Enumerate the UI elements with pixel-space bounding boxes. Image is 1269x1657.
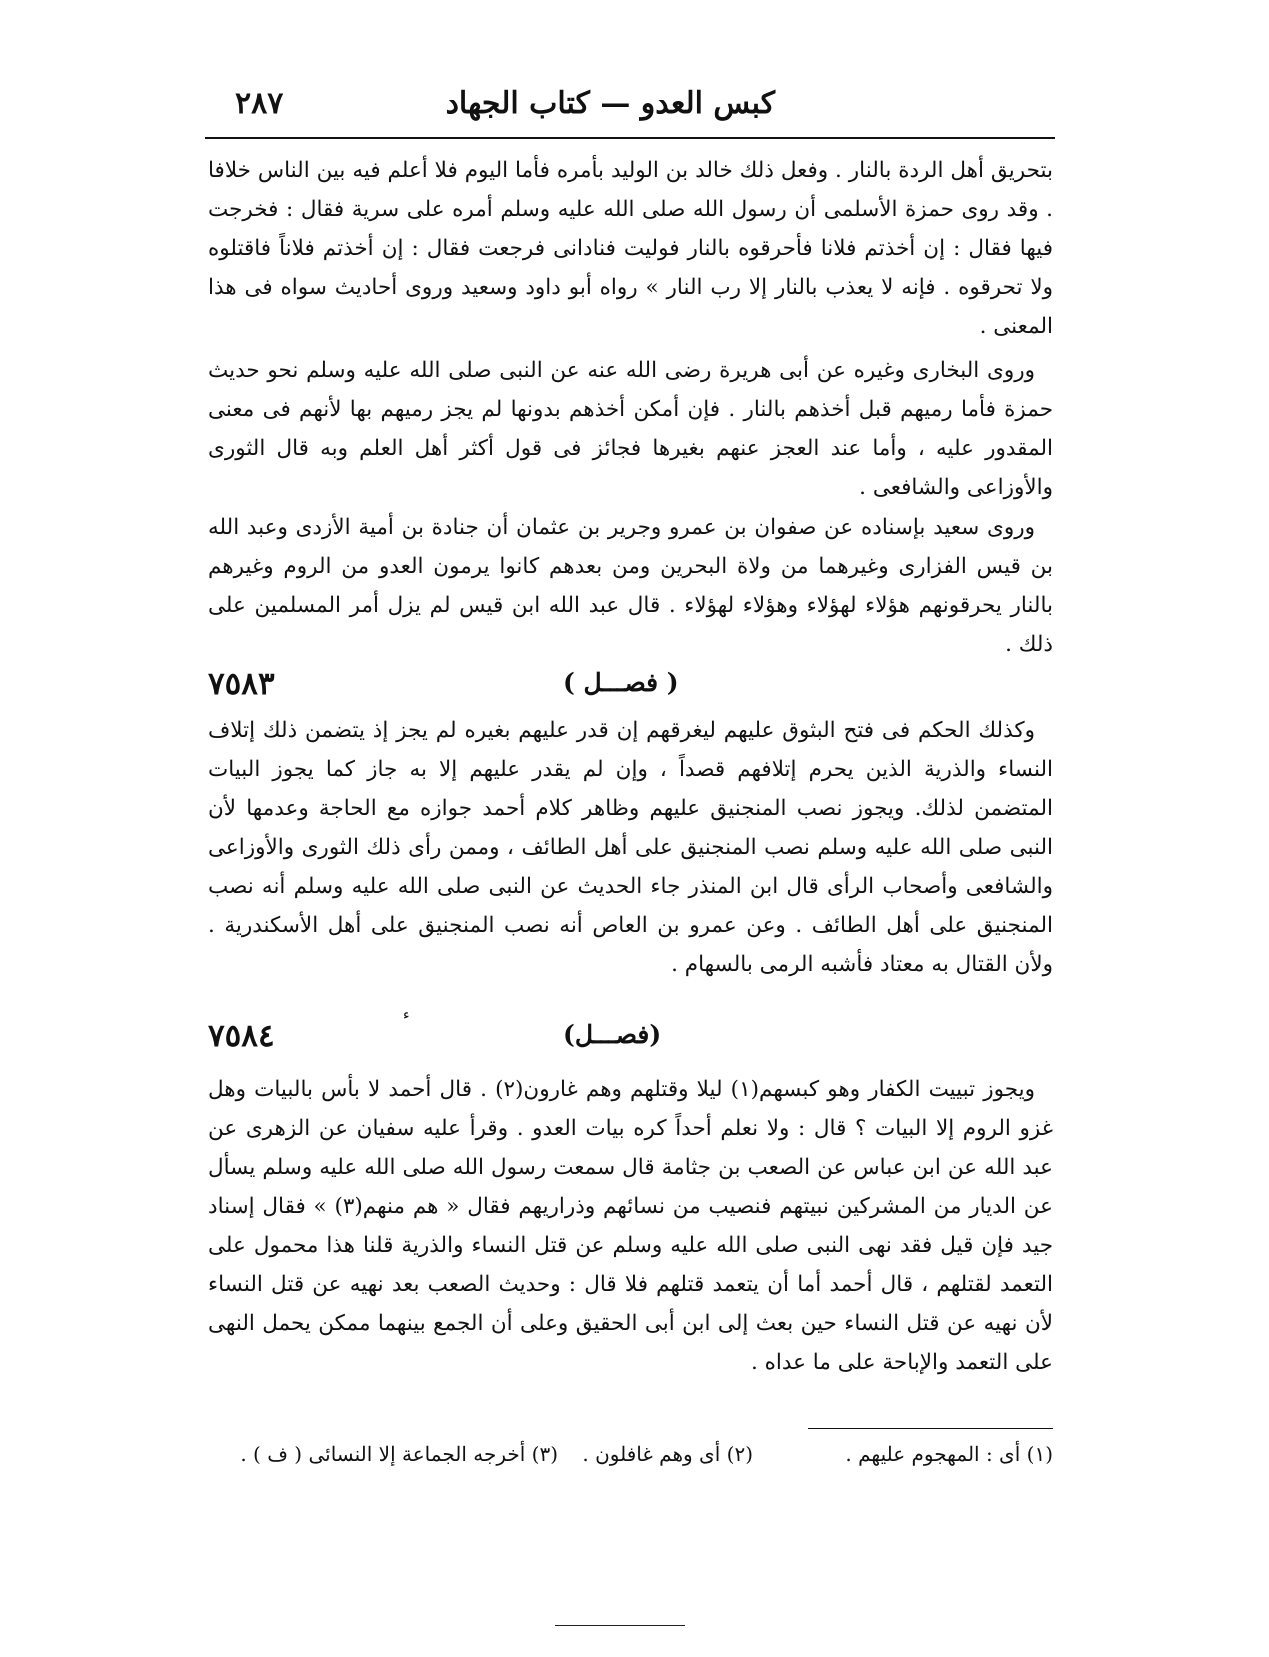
paragraph-5: ويجوز تبييت الكفار وهو كبسهم(١) ليلا وقتلهم وهم غارون(٢) . قال أحمد لا بأس بالبيات وهل غزو الروم إلا البيات ؟ قال : ولا نعلم أحداً كره بيات العدو . وقرأ عليه سفيان عن الزهرى عن عبد الله عن ابن عباس عن الصعب بن جثامة قال سمعت رسول الله صلى الله عليه وسلم يسأل عن الديار من المشركين نبيتهم فنصيب من نسائهم وذراريهم فقال « هم منهم(٣) » فقال إسناد جيد فإن قيل فقد نهى النبى صلى الله عليه وسلم عن قتل النساء والذرية قلنا هذا محمول على التعمد لقتلهم ، قال أحمد أما أن يتعمد قتلهم فلا قال : وحديث الصعب بعد نهيه عن قتل النساء لأن نهيه عن قتل النساء حين بعث إلى ابن أبى الحقيق وعلى أن الجمع بينهما ممكن يحمل النهى على التعمد والإباحة على ما عداه . <box>208 1077 1053 1375</box>
section-label: (فصـــل) <box>563 1020 662 1049</box>
section-number: ٧٥٨٤ <box>208 1018 275 1054</box>
running-title: كبس العدو — كتاب الجهاد <box>445 86 775 121</box>
section-heading-7584 <box>208 1018 1053 1062</box>
bottom-rule <box>555 1625 685 1626</box>
section-number: ٧٥٨٣ <box>208 666 275 702</box>
stray-mark: ء <box>403 1007 410 1023</box>
paragraph-1: بتحريق أهل الردة بالنار . وفعل ذلك خالد بن الوليد بأمره فأما اليوم فلا أعلم فيه بين الناس خلافا . وقد روى حمزة الأسلمى أن رسول الله صلى الله عليه وسلم أمره على سرية فقال : فخرجت فيها فقال : إن أخذتم فلانا فأحرقوه بالنار فوليت فنادانى فرجعت فقال : إن أخذتم فلاناً فاقتلوه ولا تحرقوه . فإنه لا يعذب بالنار إلا رب النار » رواه أبو داود وسعيد وروى أحاديث سواه فى هذا المعنى . <box>208 158 1053 339</box>
page-header <box>205 86 1055 136</box>
footnote-3: (٣) أخرجه الجماعة إلا النسائى ( ف ) . <box>240 1442 558 1466</box>
paragraph-4: وكذلك الحكم فى فتح البثوق عليهم ليغرقهم إن قدر عليهم بغيره لم يجز إذ يتضمن ذلك إتلاف النساء والذرية الذين يحرم إتلافهم قصداً ، وإن لم يقدر عليهم إلا به جاز كما يجوز البيات المتضمن لذلك. ويجوز نصب المنجنيق عليهم وظاهر كلام أحمد جوازه مع الحاجة وعدمها لأن النبى صلى الله عليه وسلم نصب المنجنيق على أهل الطائف ، وممن رأى ذلك الثورى والأوزاعى والشافعى وأصحاب الرأى قال ابن المنذر جاء الحديث عن النبى صلى الله عليه وسلم أنه نصب المنجنيق على أهل الطائف . وعن عمرو بن العاص أنه نصب المنجنيق على أهل الأسكندرية . ولأن القتال به معتاد فأشبه الرمى بالسهام . <box>208 718 1053 977</box>
footnotes <box>208 1442 1053 1482</box>
footnote-divider <box>808 1428 1053 1429</box>
section-label: ( فصـــل ) <box>563 668 679 697</box>
section-heading-7583 <box>208 666 1053 710</box>
footnote-1: (١) أى : المهجوم عليهم . <box>845 1442 1053 1466</box>
header-divider <box>205 137 1055 139</box>
footnote-2: (٢) أى وهم غافلون . <box>582 1442 753 1466</box>
page-number: ٢٨٧ <box>235 86 284 121</box>
paragraph-3: وروى سعيد بإسناده عن صفوان بن عمرو وجرير بن عثمان أن جنادة بن أمية الأزدى وعبد الله بن قيس الفزارى وغيرهما من ولاة البحرين ومن بعدهم كانوا يرمون العدو من الروم وغيرهم بالنار يحرقونهم هؤلاء لهؤلاء وهؤلاء لهؤلاء . قال عبد الله ابن قيس لم يزل أمر المسلمين على ذلك . <box>208 515 1053 657</box>
paragraph-2: وروى البخارى وغيره عن أبى هريرة رضى الله عنه عن النبى صلى الله عليه وسلم نحو حديث حمزة فأما رميهم قبل أخذهم بالنار . فإن أمكن أخذهم بدونها لم يجز رميهم بها لأنهم فى معنى المقدور عليه ، وأما عند العجز عنهم بغيرها فجائز فى قول أكثر أهل العلم وبه قال الثورى والأوزاعى والشافعى . <box>208 358 1053 500</box>
